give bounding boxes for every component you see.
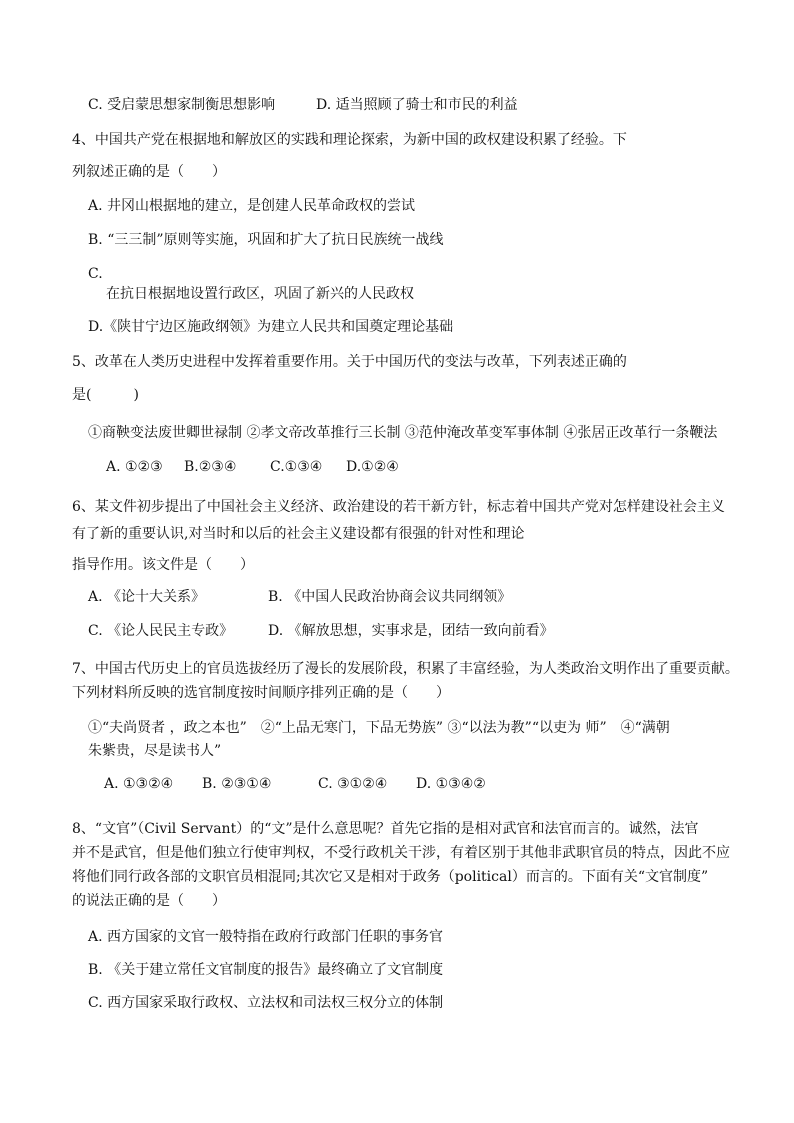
q7-option-a: A. ①③②④	[104, 776, 174, 792]
q4-option-a: A. 井冈山根据地的建立，是创建人民革命政权的尝试	[88, 198, 416, 214]
q5-option-c: C.①③④	[270, 459, 323, 475]
q6-stem-line-1: 6、某文件初步提出了中国社会主义经济、政治建设的若干新方针，标志着中国共产党对怎样建设社会主义	[72, 499, 725, 515]
q3-option-d: D. 适当照顾了骑士和市民的利益	[316, 97, 518, 113]
q5-option-b: B.②③④	[184, 459, 237, 475]
q7-option-d: D. ①③④②	[416, 776, 486, 792]
q8-stem-line-3: 将他们同行政各部的文职官员相混同;其次它又是相对于政务（political）而言的。下面有关“文官制度”	[72, 869, 709, 885]
q8-stem-line-4: 的说法正确的是（ ）	[72, 893, 226, 909]
q8-stem-line-2: 并不是武官，但是他们独立行使审判权，不受行政机关干涉，有着区别于其他非武职官员的特点，因此不应	[72, 845, 730, 861]
q4-stem-line-1: 4、中国共产党在根据地和解放区的实践和理论探索，为新中国的政权建设积累了经验。下	[72, 132, 627, 148]
q5-items: ①商鞅变法废世卿世禄制 ②孝文帝改革推行三长制 ③范仲淹改革变军事体制 ④张居正改革行一条鞭法	[88, 425, 718, 441]
q6-stem-line-3: 指导作用。该文件是（ ）	[72, 557, 254, 573]
q5-option-d: D.①②④	[346, 459, 399, 475]
q7-stem-line-1: 7、中国古代历史上的官员选拔经历了漫长的发展阶段，积累了丰富经验，为人类政治文明作出了重要贡献。	[72, 661, 739, 677]
q7-items-line-1: ①“夫尚贤者 ，政之本也” ②“上品无寒门，下品无势族” ③“以法为教”“以吏为 师” ④“满朝	[88, 720, 670, 736]
q7-options	[104, 774, 486, 794]
q5-stem-line-2: 是( )	[72, 387, 139, 403]
q6-option-c: C. 《论人民民主专政》	[88, 623, 234, 639]
q8-stem-line-1: 8、“文官”（Civil Servant）的“文”是什么意思呢？首先它指的是相对武官和法官而言的。诚然，法官	[72, 821, 699, 837]
q8-option-a: A. 西方国家的文官一般特指在政府行政部门任职的事务官	[88, 929, 444, 945]
q6-option-b: B. 《中国人民政治协商会议共同纲领》	[268, 589, 512, 605]
q4-option-c-letter: C.	[88, 266, 103, 282]
q6-option-d: D. 《解放思想，实事求是，团结一致向前看》	[268, 623, 554, 639]
q4-option-c-text: 在抗日根据地设置行政区，巩固了新兴的人民政权	[106, 286, 414, 302]
q7-option-c: C. ③①②④	[318, 776, 388, 792]
q4-option-b: B. “三三制”原则等实施，巩固和扩大了抗日民族统一战线	[88, 232, 444, 248]
q4-option-d: D.《陕甘宁边区施政纲领》为建立人民共和国奠定理论基础	[88, 319, 454, 335]
q3-option-c: C. 受启蒙思想家制衡思想影响	[88, 97, 276, 113]
q5-options	[106, 457, 399, 477]
q4-stem-line-2: 列叙述正确的是（ ）	[72, 164, 226, 180]
q7-stem-line-2: 下列材料所反映的选官制度按时间顺序排列正确的是（ ）	[72, 685, 450, 701]
q8-option-c: C. 西方国家采取行政权、立法权和司法权三权分立的体制	[88, 995, 444, 1011]
q7-items-line-2: 朱紫贵，尽是读书人”	[88, 743, 222, 759]
q5-option-a: A. ①②③	[106, 459, 163, 475]
q7-option-b: B. ②③①④	[202, 776, 272, 792]
q6-option-a: A. 《论十大关系》	[88, 589, 206, 605]
q5-stem-line-1: 5、改革在人类历史进程中发挥着重要作用。关于中国历代的变法与改革，下列表述正确的	[72, 354, 627, 370]
q6-stem-line-2: 有了新的重要认识,对当时和以后的社会主义建设都有很强的针对性和理论	[72, 526, 525, 542]
q8-option-b: B. 《关于建立常任文官制度的报告》最终确立了文官制度	[88, 962, 444, 978]
